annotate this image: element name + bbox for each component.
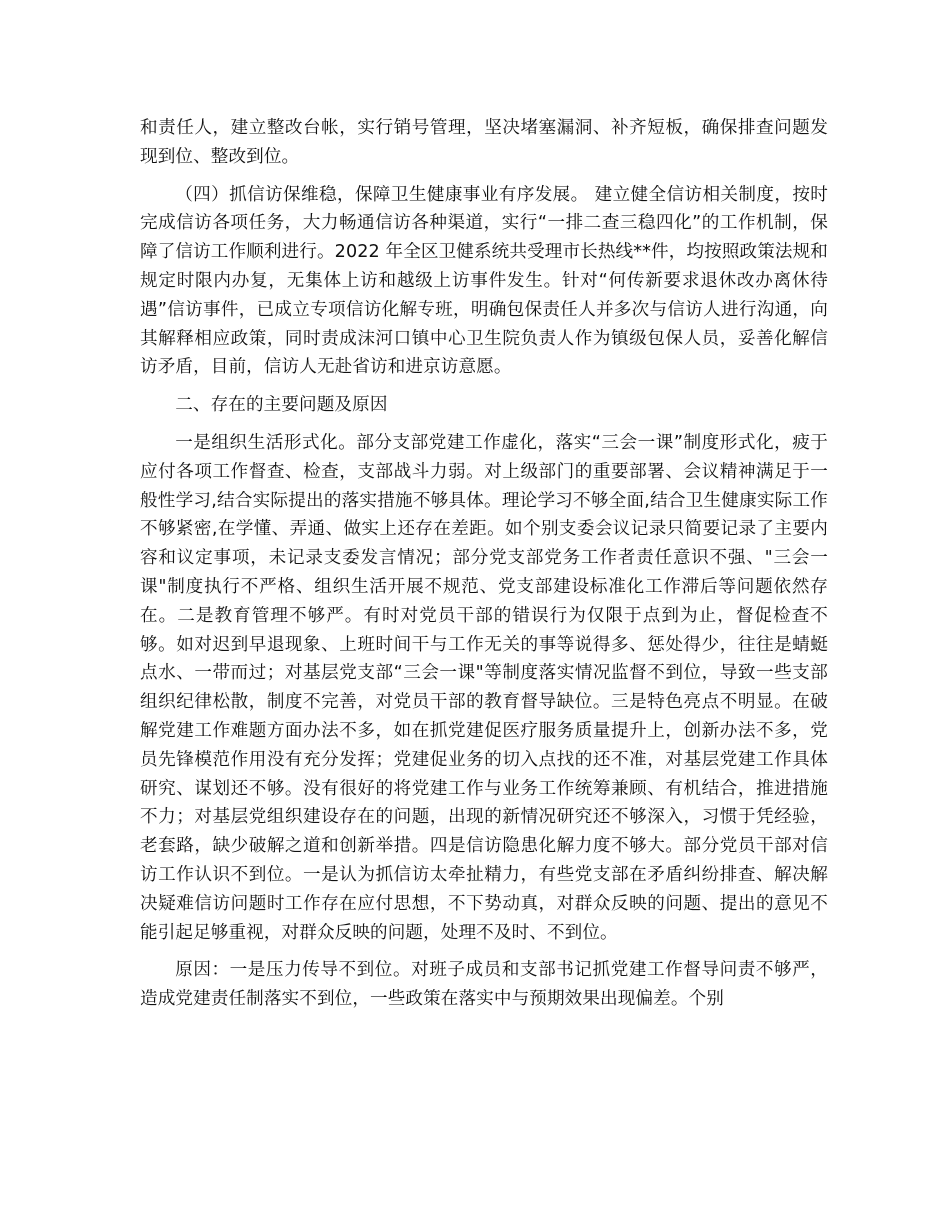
section-heading-problems: 二、存在的主要问题及原因 (175, 395, 388, 416)
paragraph-rectification: 和责任人，建立整改台帐，实行销号管理，坚决堵塞漏洞、补齐短板，确保排查问题发现到位、整改到位。 (140, 118, 828, 167)
paragraph-petition-stability: （四）抓信访保维稳，保障卫生健康事业有序发展。 建立健全信访相关制度，按时完成信访各项任务，大力畅通信访各种渠道，实行“一排二查三稳四化”的工作机制，保障了信访工作顺利进行。2022 年全区卫健系统共受理市长热线**件，均按照政策法规和规定时限内办复，无集体上访和越级上访事件发生。针对“何传新要求退休改办离休待遇”信访事件，已成立专项信访化解专班，明确包保责任人并多次与信访人进行沟通，向其解释相应政策，同时责成沫河口镇中心卫生院负责人作为镇级包保人员，妥善化解信访矛盾，目前，信访人无赴省访和进京访意愿。 (140, 184, 828, 378)
document-body (140, 114, 828, 1014)
paragraph-main-problems: 一是组织生活形式化。部分支部党建工作虚化，落实“三会一课”制度形式化，疲于应付各项工作督查、检查，支部战斗力弱。对上级部门的重要部署、会议精神满足于一般性学习,结合实际提出的落实措施不够具体。理论学习不够全面,结合卫生健康实际工作不够紧密,在学懂、弄通、做实上还存在差距。如个别支委会议记录只简要记录了主要内容和议定事项，未记录支委发言情况；部分党支部党务工作者责任意识不强、"三会一课"制度执行不严格、组织生活开展不规范、党支部建设标准化工作滞后等问题依然存在。二是教育管理不够严。有时对党员干部的错误行为仅限于点到为止，督促检查不够。如对迟到早退现象、上班时间干与工作无关的事等说得多、惩处得少，往往是蜻蜓点水、一带而过；对基层党支部“三会一课"等制度落实情况监督不到位，导致一些支部组织纪律松散，制度不完善，对党员干部的教育督导缺位。三是特色亮点不明显。在破解党建工作难题方面办法不多，如在抓党建促医疗服务质量提升上，创新办法不多，党员先锋模范作用没有充分发挥；党建促业务的切入点找的还不准，对基层党建工作具体研究、谋划还不够。没有很好的将党建工作与业务工作统筹兼顾、有机结合，推进措施不力；对基层党组织建设存在的问题，出现的新情况研究还不够深入，习惯于凭经验，老套路，缺少破解之道和创新举措。四是信访隐患化解力度不够大。部分党员干部对信访工作认识不到位。一是认为抓信访太牵扯精力，有些党支部在矛盾纠纷排查、解决解决疑难信访问题时工作存在应付思想，不下势动真，对群众反映的问题、提出的意见不能引起足够重视，对群众反映的问题，处理不及时、不到位。 (140, 432, 828, 943)
paragraph-causes: 原因：一是压力传导不到位。对班子成员和支部书记抓党建工作督导问责不够严，造成党建责任制落实不到位，一些政策在落实中与预期效果出现偏差。个别 (140, 960, 828, 1010)
